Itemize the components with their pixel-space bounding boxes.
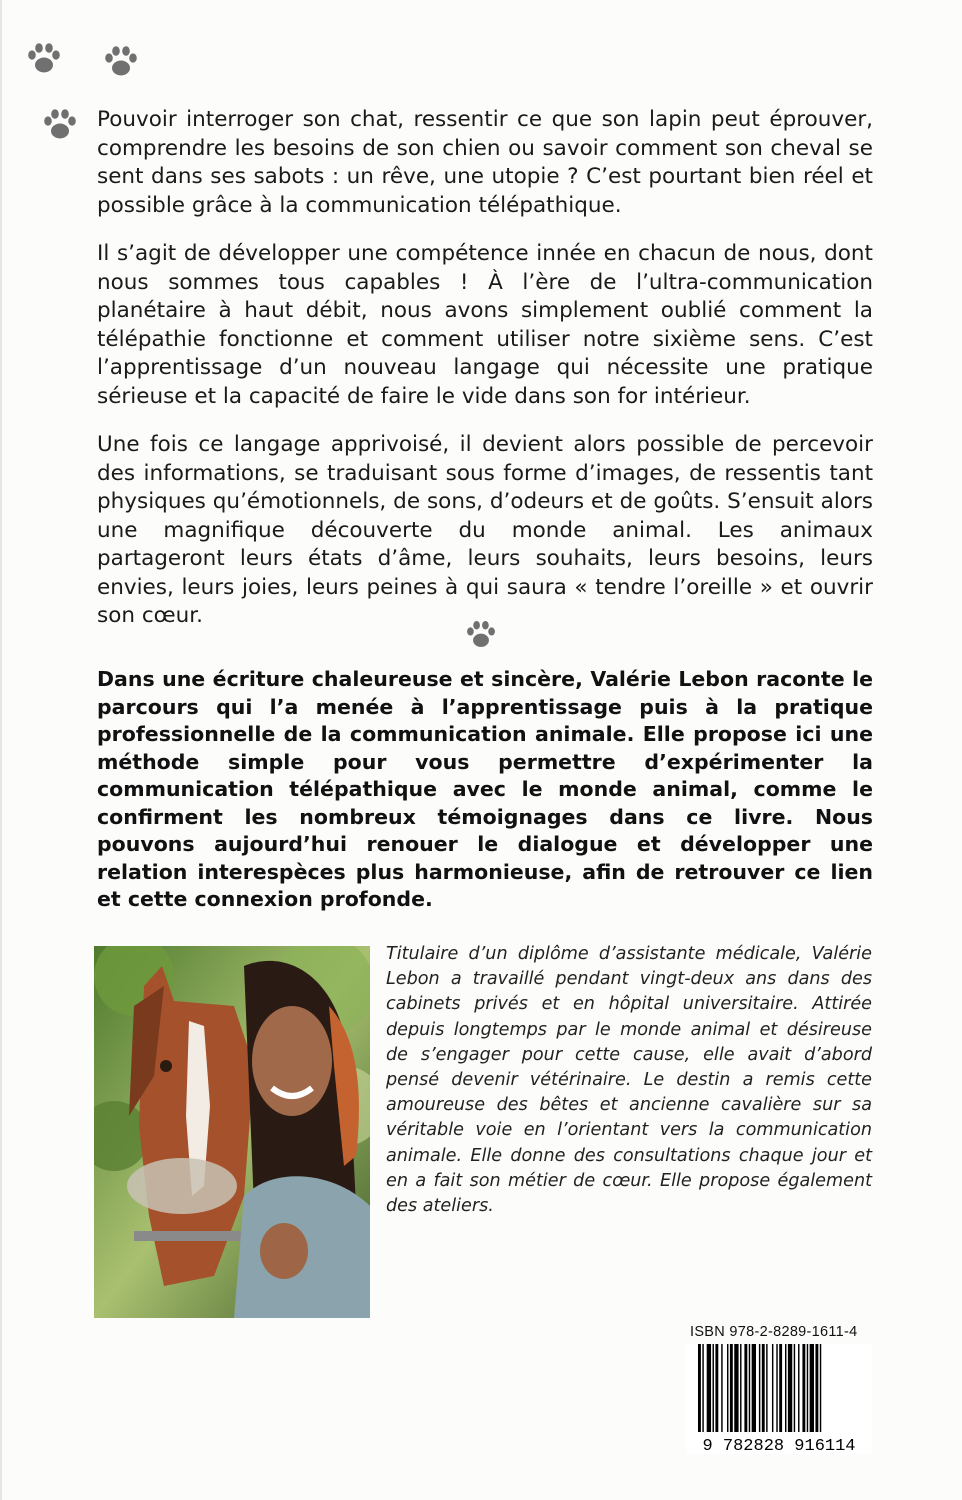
barcode	[686, 1344, 872, 1454]
barcode-bar	[794, 1344, 795, 1432]
barcode-bar	[807, 1344, 808, 1432]
barcode-bar	[815, 1344, 818, 1432]
barcode-bar	[810, 1344, 814, 1432]
barcode-bar	[721, 1344, 722, 1432]
author-photo	[94, 946, 370, 1318]
telepathy-paragraph: Il s’agit de développer une compétence innée en chacun de nous, dont nous sommes tous capables ! À l’ère de l’ultra-communication planétaire à haut débit, nous avons simplement oublié comment la télépathie fonctionne et comment utiliser notre sixième sens. C’est l’apprentissage d’un nouveau langage qui nécessite une pratique sérieuse et la capacité de faire le vide dans son for intérieur.	[97, 241, 873, 409]
barcode-bar	[785, 1344, 786, 1432]
barcode-bar	[759, 1344, 760, 1432]
barcode-bar	[749, 1344, 750, 1432]
barcode-bar	[798, 1344, 799, 1432]
barcode-bar	[772, 1344, 773, 1432]
barcode-bar	[776, 1344, 777, 1432]
author-bio: Titulaire d’un diplôme d’assistante médicale, Valérie Lebon a travaillé pendant vingt-deux ans dans des cabinets privés et en hôpital universitaire. Attirée depuis longtemps par le monde animal et désireuse de s’engager pour cette cause, elle avait d’abord pensé devenir vétérinaire. Le destin a remis cette amoureuse des bêtes et ancienne cavalière sur sa véritable voie en l’orientant vers la communication animale. Elle donne des consultations chaque jour et en a fait son métier de cœur. Elle propose également des ateliers.	[386, 944, 872, 1217]
intro-paragraph: Pouvoir interroger son chat, ressentir ce que son lapin peut éprouver, comprendre les besoins de son chien ou savoir comment son cheval se sent dans ses sabots : un rêve, une utopie ? C’est pourtant bien réel et possible grâce à la communication télépathique.	[97, 107, 873, 218]
barcode-bar	[715, 1344, 718, 1432]
barcode-bar	[713, 1344, 714, 1432]
barcode-bar	[766, 1344, 767, 1432]
barcode-bar	[820, 1344, 821, 1440]
barcode-bar	[802, 1344, 805, 1432]
barcode-bar	[707, 1344, 711, 1432]
barcode-bar	[752, 1344, 756, 1432]
barcode-bar	[740, 1344, 741, 1432]
barcode-bar	[734, 1344, 738, 1432]
isbn-label: ISBN 978-2-8289-1611-4	[690, 1324, 858, 1340]
barcode-bar	[698, 1344, 701, 1440]
paw-print-icon	[42, 108, 78, 142]
book-summary: Dans une écriture chaleureuse et sincère, Valérie Lebon raconte le parcours qui l’a menée à l’apprentissage puis à la pratique professionnelle de la communication animale. Elle propose ici une méthode simple pour vous permettre d’expérimenter la communication télépathique avec le monde animal, comme le confirment les nombreux témoignages dans ce livre. Nous pouvons aujourd’hui renouer le dialogue et développer une relation interespèces plus harmonieuse, afin de retrouver ce lien et cette connexion profonde.	[97, 667, 873, 911]
barcode-digits: 9 782828 916114	[702, 1437, 856, 1454]
language-paragraph: Une fois ce langage apprivoisé, il devient alors possible de percevoir des informations, se traduisant sous forme d’images, de ressentis tant physiques qu’émotionnels, de sons, d’odeurs et de goûts. S’ensuit alors une magnifique découverte du monde animal. Les animaux partageront leurs états d’âme, leurs souhaits, leurs besoins, leurs envies, leurs joies, leurs peines à qui saura « tendre l’oreille » et ouvrir son cœur.	[97, 432, 873, 628]
paw-print-icon	[26, 42, 62, 76]
barcode-bar	[788, 1344, 792, 1432]
barcode-bar	[779, 1344, 782, 1432]
barcode-bar	[744, 1344, 747, 1432]
barcode-bar	[762, 1344, 765, 1440]
paw-print-icon	[103, 45, 139, 79]
barcode-bar	[702, 1344, 703, 1440]
barcode-bar	[730, 1344, 733, 1432]
barcode-bar	[727, 1344, 728, 1432]
